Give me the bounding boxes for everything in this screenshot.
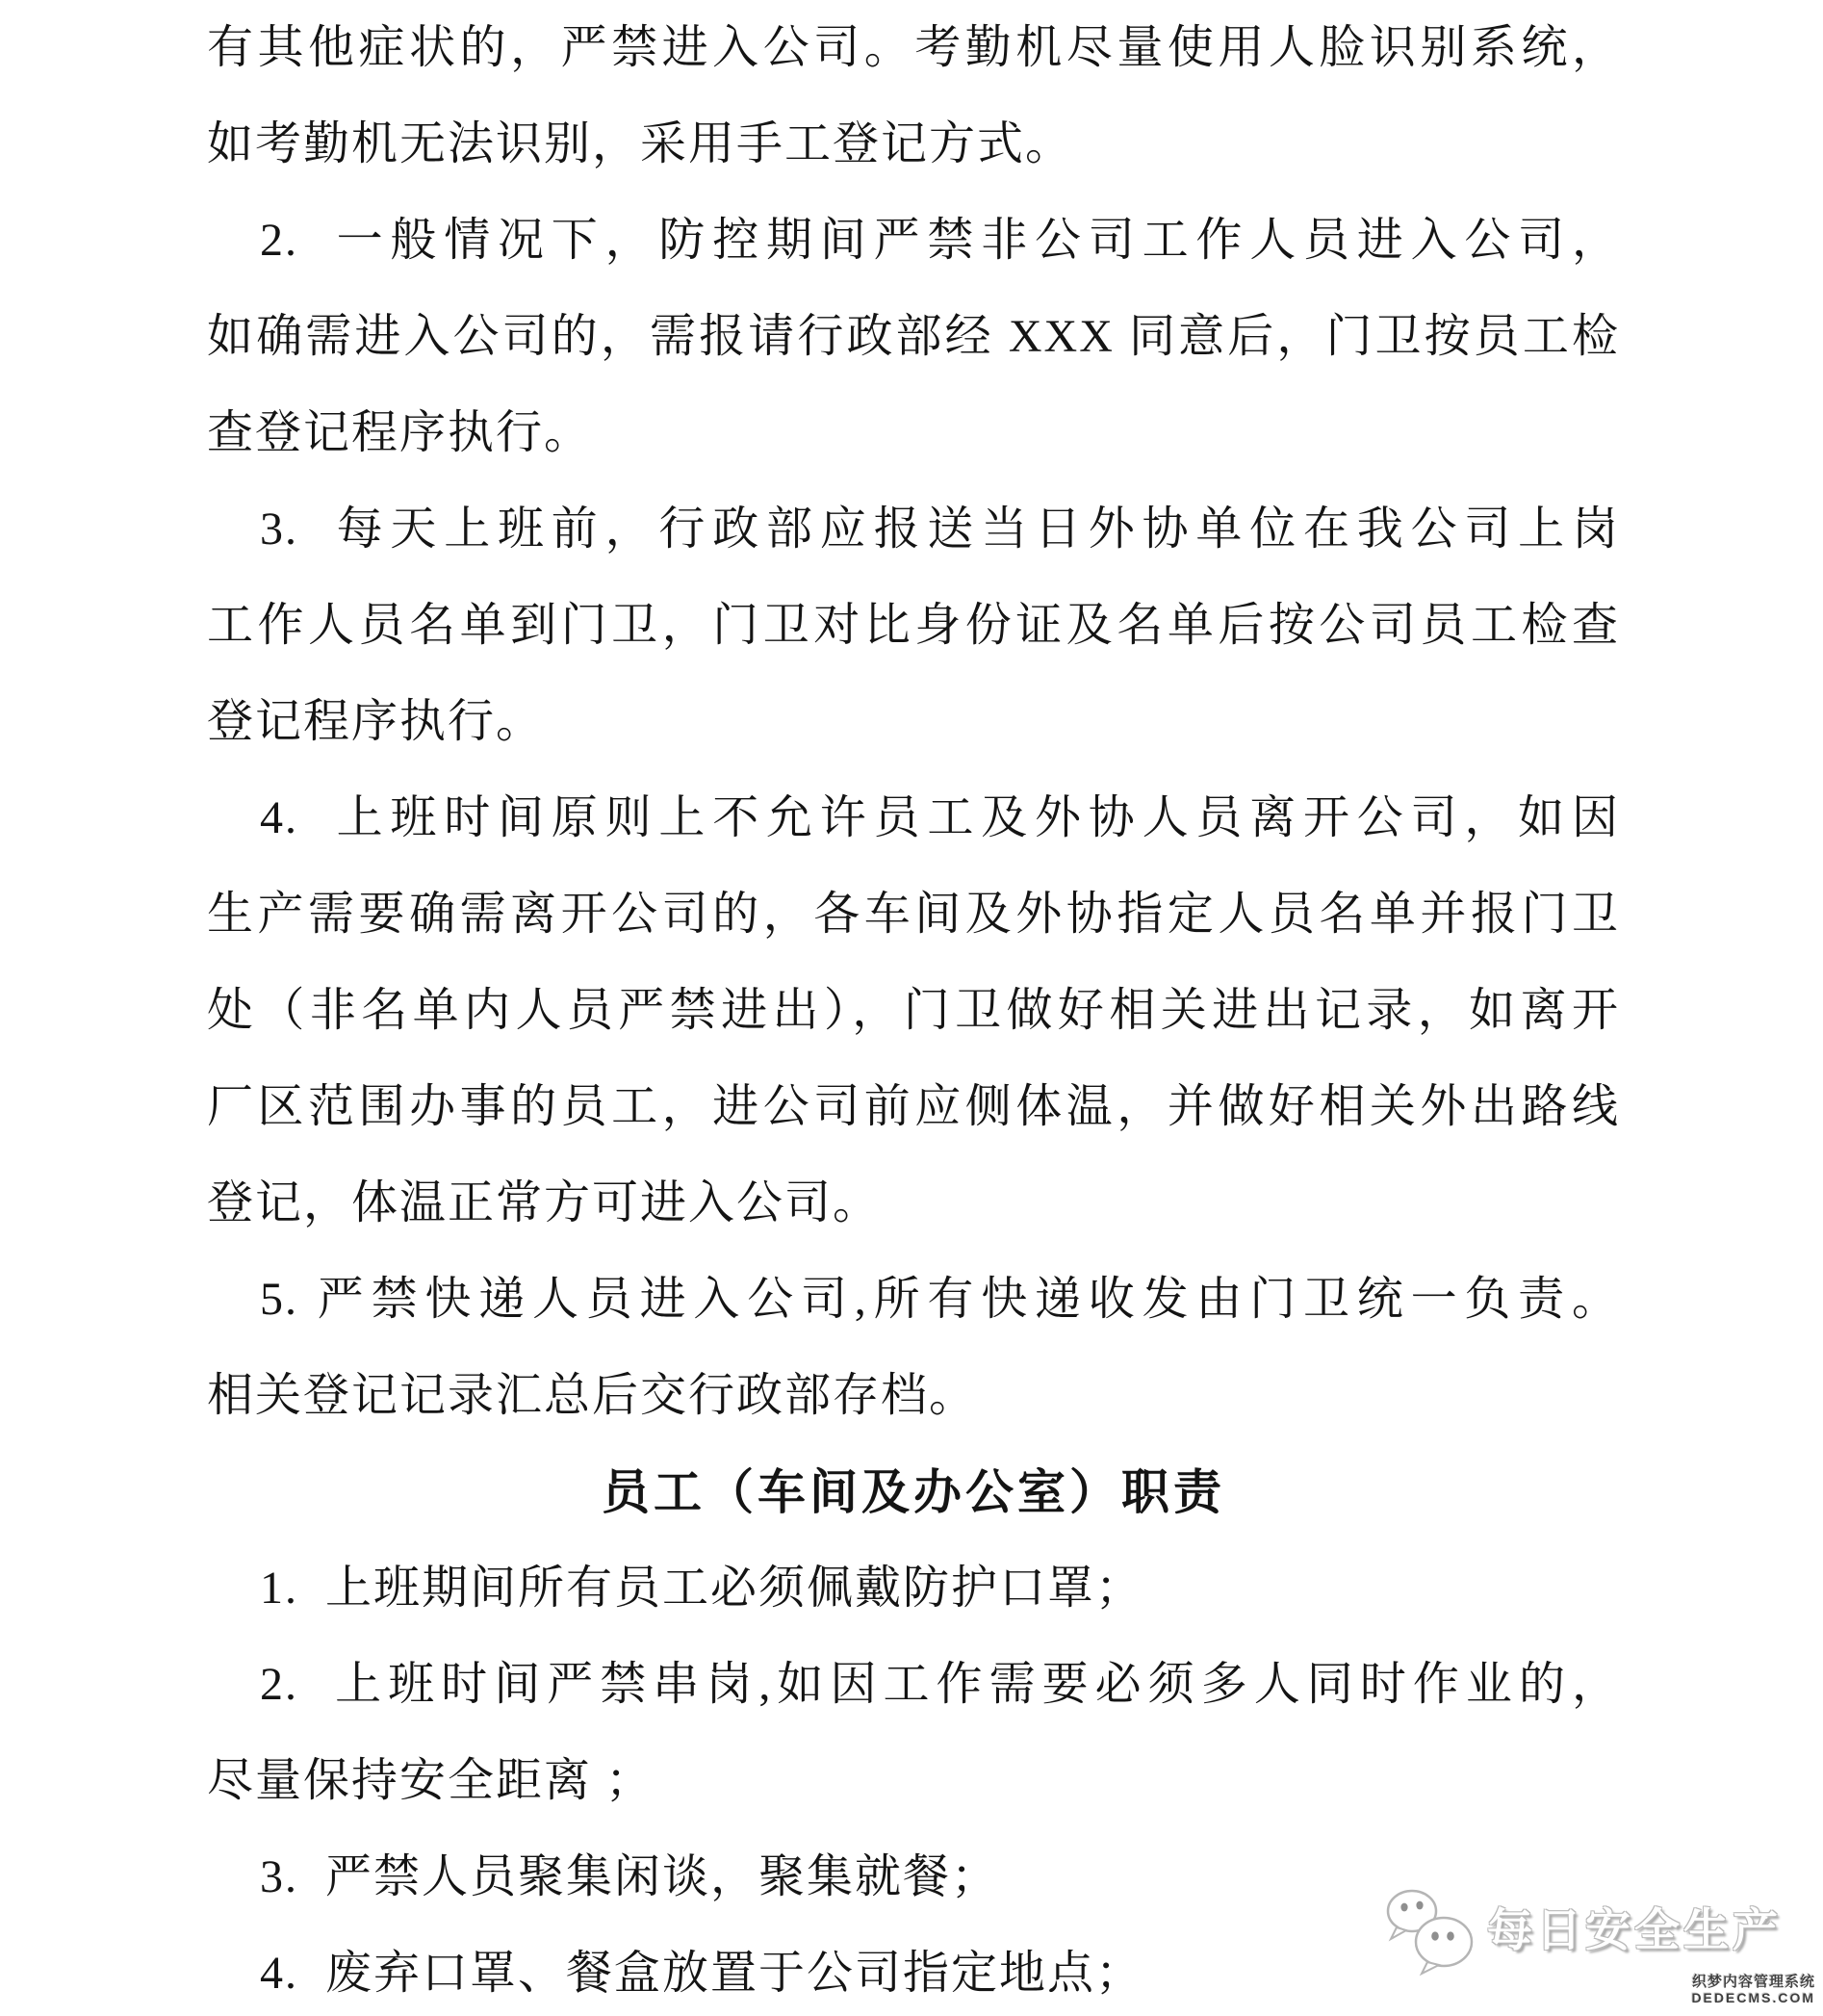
document-body [207,0,1620,2016]
document-line: 工作人员名单到门卫，门卫对比身份证及名单后按公司员工检查 [207,600,1620,651]
document-line: 5. 严禁快递人员进入公司,所有快递收发由门卫统一负责。 [260,1274,1620,1325]
document-line: 厂区范围办事的员工，进公司前应侧体温，并做好相关外出路线 [207,1081,1620,1132]
watermark-brand-text: 每日安全生产 [1487,1904,1782,1955]
cms-watermark-domain: DEDECMS.COM [1691,1990,1815,2006]
document-line: 生产需要确需离开公司的，各车间及外协指定人员名单并报门卫 [207,889,1620,940]
document-line: 4. 废弃口罩、餐盒放置于公司指定地点； [260,1948,1144,1999]
document-line: 4. 上班时间原则上不允许员工及外协人员离开公司，如因 [260,792,1620,843]
document-line: 如确需进入公司的，需报请行政部经 XXX 同意后，门卫按员工检 [207,311,1620,362]
document-line: 如考勤机无法识别，采用手工登记方式。 [207,118,1074,169]
document-line: 2. 一般情况下，防控期间严禁非公司工作人员进入公司， [260,215,1620,266]
document-line: 1. 上班期间所有员工必须佩戴防护口罩； [260,1563,1144,1614]
document-line: 2. 上班时间严禁串岗,如因工作需要必须多人同时作业的， [260,1659,1620,1710]
document-line: 3. 每天上班前，行政部应报送当日外协单位在我公司上岗 [260,504,1620,555]
cms-watermark [1691,1974,1815,2005]
document-line: 相关登记记录汇总后交行政部存档。 [207,1370,978,1421]
section-heading: 员工（车间及办公室）职责 [602,1465,1225,1519]
document-line: 登记程序执行。 [207,696,545,747]
document-line: 3. 严禁人员聚集闲谈，聚集就餐； [260,1851,1000,1902]
document-line: 有其他症状的，严禁进入公司。考勤机尽量使用人脸识别系统， [207,22,1620,73]
document-line: 尽量保持安全距离 ； [207,1755,655,1806]
document-line: 登记，体温正常方可进入公司。 [207,1177,882,1228]
document-line: 处（非名单内人员严禁进出），门卫做好相关进出记录，如离开 [207,985,1620,1036]
cms-watermark-chinese: 织梦内容管理系统 [1691,1974,1815,1990]
document-line: 查登记程序执行。 [207,407,593,458]
